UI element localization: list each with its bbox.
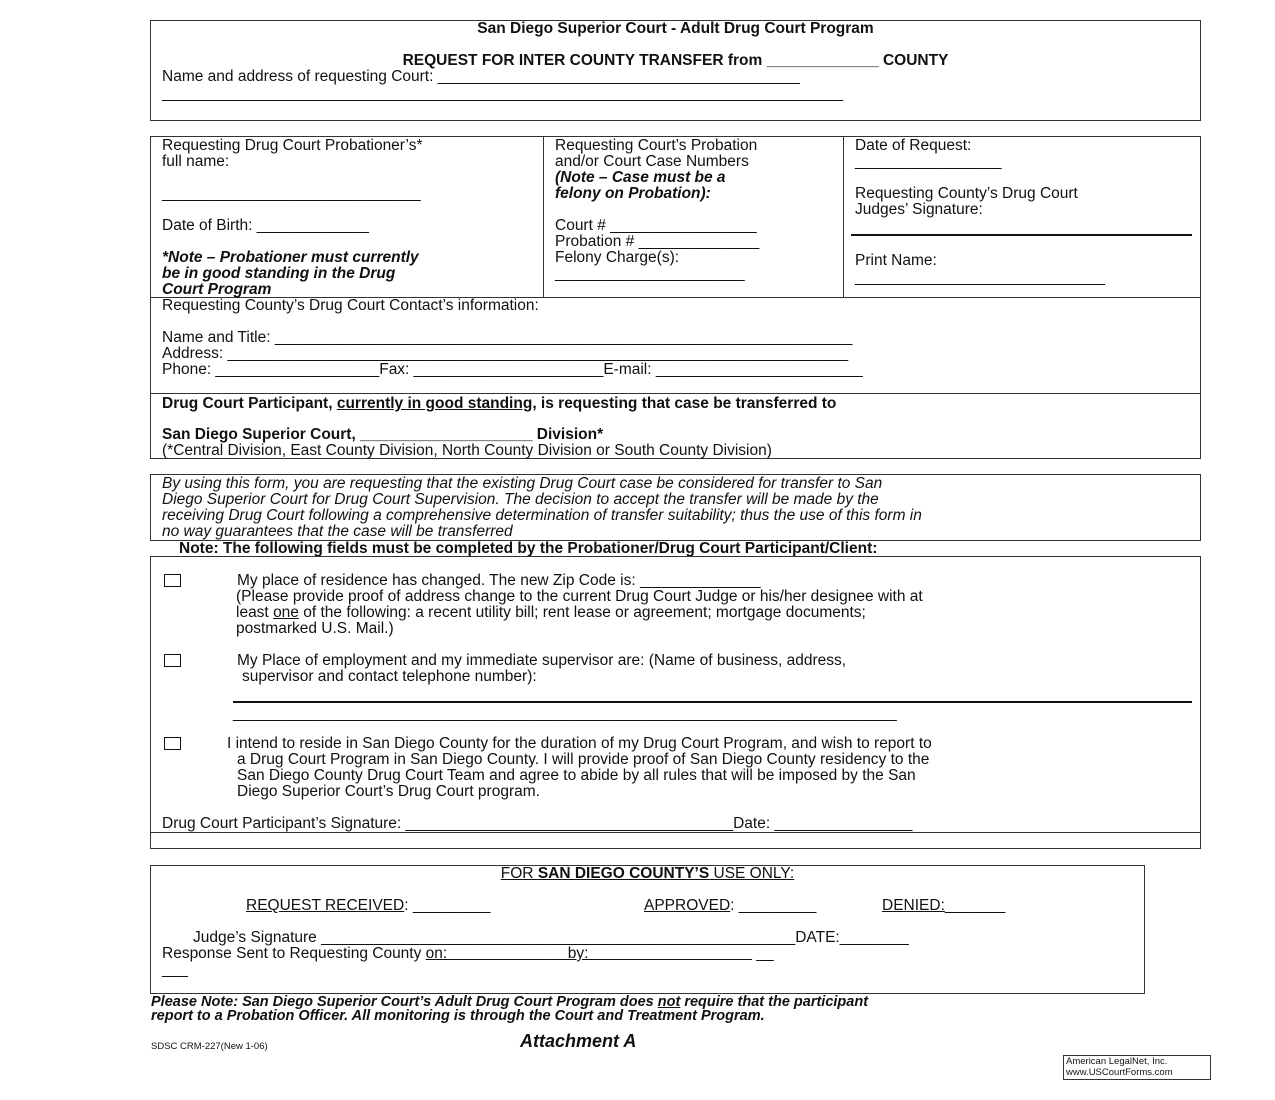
residence-proof-b: of the following: a recent utility bill; rent lease or agreement; mortgage documents; (298, 604, 866, 621)
employment-label: My Place of employment and my immediate supervisor are: (Name of business, address, (237, 652, 847, 669)
judge-signature-label-2: Judges’ Signature: (855, 201, 983, 218)
response-sent-field[interactable] (162, 946, 774, 962)
reside-statement-4: Diego Superior Court’s Drug Court program. (237, 783, 540, 800)
col-divider-1 (543, 136, 544, 297)
residence-proof-one: one (273, 604, 299, 621)
publisher-url[interactable]: www.USCourtForms.com (1066, 1067, 1173, 1078)
probationer-name-label: Requesting Drug Court Probationer’s* (162, 137, 423, 154)
response-sent-wrap: ___ (162, 961, 188, 978)
probationer-name-label-2: full name: (162, 153, 230, 170)
judge-signature-line[interactable] (851, 234, 1192, 236)
division-field[interactable]: San Diego Superior Court, ____________________ Division* (162, 426, 604, 443)
reside-statement: I intend to reside in San Diego County for the duration of my Drug Court Program, and wish to report to (227, 735, 932, 752)
employment-line[interactable] (233, 701, 1192, 703)
print-name-field[interactable]: _____________________________ (855, 269, 1105, 286)
form-title: San Diego Superior Court - Adult Drug Court Program (477, 20, 874, 37)
county-use-heading-b: SAN DIEGO COUNTY’S (537, 865, 710, 882)
response-on-field[interactable]: on: (425, 945, 551, 962)
reside-statement-3: San Diego County Drug Court Team and agree to abide by all rules that will be imposed by the San (237, 767, 916, 784)
county-use-heading-c: USE ONLY: (709, 865, 795, 882)
felony-charges-field[interactable]: ______________________ (555, 265, 745, 282)
request-received-blank: : _________ (404, 897, 491, 914)
employment-label-2: supervisor and contact telephone number): (242, 668, 537, 685)
requesting-court-line2[interactable]: _______________________________________________________________________________ (162, 85, 844, 102)
residence-proof-text: (Please provide proof of address change to the current Drug Court Judge or his/her designee with at (236, 588, 923, 605)
form-id: SDSC CRM-227(New 1-06) (151, 1041, 268, 1052)
reside-statement-2: a Drug Court Program in San Diego County. I will provide proof of San Diego County residency to the (237, 751, 930, 768)
felony-note-2: felony on Probation): (555, 185, 711, 202)
case-numbers-label: Requesting Court’s Probation (555, 137, 758, 154)
residence-proof-a: least (236, 604, 274, 621)
good-standing-note-2: be in good standing in the Drug (162, 265, 396, 282)
transfer-statement-a: Drug Court Participant, (162, 395, 337, 412)
denied-blank: _______ (944, 897, 1006, 914)
participant-note: Note: The following fields must be completed by the Probationer/Drug Court Participant/Client: (179, 540, 878, 557)
transfer-statement (162, 396, 836, 412)
denied-label: DENIED: (882, 897, 945, 914)
good-standing-note-3: Court Program (162, 281, 272, 298)
response-tail: __ (752, 945, 774, 962)
transfer-statement-b: , is requesting that case be transferred to (532, 395, 837, 412)
footer-note-2: report to a Probation Officer. All monitoring is through the Court and Treatment Program. (151, 1008, 765, 1024)
approved-label: APPROVED (644, 897, 731, 914)
judge-signature-label: Requesting County’s Drug Court (855, 185, 1078, 202)
participant-signature-field[interactable]: Drug Court Participant’s Signature: ______________________________________Date: ________________ (162, 815, 913, 832)
row-divider-transfer (150, 393, 1201, 394)
footer-note-a: Please Note: San Diego Superior Court’s Adult Drug Court Program does (151, 994, 658, 1010)
good-standing-underlined: currently in good standing (336, 395, 533, 412)
response-sent-label: Response Sent to Requesting County (162, 945, 426, 962)
disclaimer-line-1: By using this form, you are requesting that the existing Drug Court case be considered for transfer to San (162, 475, 883, 492)
approved-field[interactable] (644, 898, 816, 914)
county-use-heading (150, 866, 1145, 882)
felony-note: (Note – Case must be a (555, 169, 726, 186)
col-divider-2 (843, 136, 844, 297)
court-number-field[interactable]: Court # _________________ (555, 217, 757, 234)
contact-heading: Requesting County’s Drug Court Contact’s information: (162, 297, 539, 314)
county-judge-signature-field[interactable]: Judge’s Signature _______________________________________________________DATE:________ (193, 929, 909, 946)
felony-charges-label: Felony Charge(s): (555, 249, 680, 266)
employment-field[interactable]: _____________________________________________________________________________ (233, 705, 897, 722)
requesting-court-field[interactable]: Name and address of requesting Court: __________________________________________ (162, 68, 800, 85)
footer-note-not: not (657, 994, 681, 1010)
response-by-field[interactable]: by: (550, 945, 753, 962)
disclaimer-line-4: no way guarantees that the case will be transferred (162, 523, 513, 540)
participant-box-inner-rule (150, 832, 1201, 833)
date-of-request-label: Date of Request: (855, 137, 972, 154)
probationer-name-field[interactable]: ______________________________ (162, 185, 421, 202)
residence-proof-text-3: postmarked U.S. Mail.) (236, 620, 394, 637)
residence-proof-text-2 (236, 605, 866, 621)
request-received-field[interactable] (246, 898, 490, 914)
request-received-label: REQUEST RECEIVED (246, 897, 405, 914)
date-of-request-field[interactable]: _________________ (855, 153, 1002, 170)
contact-name-title-field[interactable]: Name and Title: ___________________________________________________________________ (162, 329, 853, 346)
publisher-name: American LegalNet, Inc. (1066, 1056, 1168, 1067)
request-title: REQUEST FOR INTER COUNTY TRANSFER from _____________ COUNTY (402, 52, 949, 69)
probation-number-field[interactable]: Probation # ______________ (555, 233, 760, 250)
residence-changed-checkbox[interactable] (164, 574, 181, 587)
reside-san-diego-checkbox[interactable] (164, 737, 181, 750)
contact-phone-fax-email-field[interactable]: Phone: ___________________Fax: ______________________E-mail: ________________________ (162, 361, 863, 378)
contact-address-field[interactable]: Address: ________________________________________________________________________ (162, 345, 849, 362)
disclaimer-line-2: Diego Superior Court for Drug Court Supervision. The decision to accept the transfer will be made by the (162, 491, 879, 508)
attachment-label: Attachment A (520, 1031, 637, 1051)
county-use-heading-a: FOR (500, 865, 538, 882)
denied-field[interactable] (882, 898, 1005, 914)
good-standing-note: *Note – Probationer must currently (162, 249, 419, 266)
residence-zip-field[interactable]: My place of residence has changed. The new Zip Code is: ______________ (237, 572, 761, 589)
division-options: (*Central Division, East County Division, North County Division or South County Division) (162, 442, 772, 459)
date-of-birth-field[interactable]: Date of Birth: _____________ (162, 217, 369, 234)
case-numbers-label-2: and/or Court Case Numbers (555, 153, 749, 170)
employment-checkbox[interactable] (164, 654, 181, 667)
approved-blank: : _________ (730, 897, 817, 914)
disclaimer-line-3: receiving Drug Court following a comprehensive determination of transfer suitability; thus the use of this form in (162, 507, 922, 524)
print-name-label: Print Name: (855, 252, 937, 269)
footer-note-b: require that the participant (680, 994, 869, 1010)
